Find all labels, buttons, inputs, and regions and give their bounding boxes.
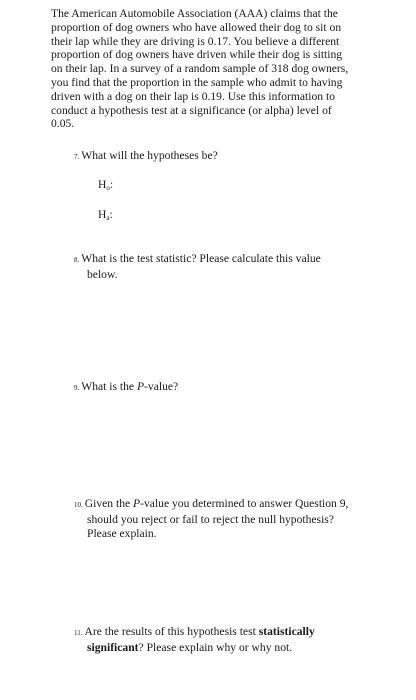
question-11 (74, 625, 315, 655)
question-text: What is the (81, 380, 137, 393)
null-hypothesis (98, 178, 113, 196)
bold-term: statistically (258, 625, 315, 638)
problem-line: driven with a dog on their lap is 0.19. Use this information to (51, 89, 336, 103)
problem-statement (51, 7, 389, 131)
question-text: Are the results of this hypothesis test (84, 625, 259, 638)
bold-term: significant (87, 640, 139, 654)
question-text-end: -value? (144, 380, 179, 393)
problem-line: The American Automobile Association (AAA) claims that the (51, 7, 338, 20)
question-10 (74, 497, 348, 540)
question-text-end: -value you determined to answer Question 9, (140, 497, 349, 510)
p-italic: P (136, 380, 145, 393)
question-number: 10. (74, 501, 83, 509)
question-text-continued: Please explain. (87, 526, 157, 540)
problem-line: you find that the proportion in the sample who admit to having (51, 75, 343, 89)
question-text: What is the test statistic? Please calculate this value (81, 252, 321, 265)
problem-line: conduct a hypothesis test at a significance (or alpha) level of (51, 103, 332, 117)
problem-line: on their lap. In a survey of a random sample of 318 dog owners, (51, 62, 349, 76)
alt-hypothesis-colon: : (109, 208, 113, 221)
question-8 (74, 252, 321, 282)
question-7 (74, 149, 218, 165)
null-hypothesis-letter: H (98, 178, 107, 191)
question-text: What will the hypotheses be? (81, 149, 218, 162)
question-text: Given the (84, 497, 134, 510)
question-number: 11. (74, 629, 83, 637)
p-italic: P (133, 497, 141, 510)
question-number: 7. (74, 153, 80, 161)
problem-line: proportion of dog owners who have allowed their dog to sit on (51, 20, 342, 34)
alternative-hypothesis (98, 208, 113, 226)
problem-line: proportion of dog owners have driven while their dog is sitting (51, 48, 343, 62)
alt-hypothesis-letter: H (98, 208, 107, 221)
problem-line: 0.05. (51, 117, 75, 131)
question-number: 9. (74, 384, 80, 392)
null-hypothesis-subscript: o (106, 184, 110, 192)
question-text-continued: below. (87, 267, 118, 281)
question-text-end: ? Please explain why or why not. (138, 640, 293, 654)
question-number: 8. (74, 256, 80, 264)
question-text-continued: should you reject or fail to reject the null hypothesis? (87, 512, 334, 526)
question-9 (74, 380, 178, 396)
alt-hypothesis-subscript: a (106, 214, 110, 222)
problem-line: their lap while they are driving is 0.17. You believe a different (51, 34, 340, 48)
null-hypothesis-colon: : (109, 178, 114, 191)
